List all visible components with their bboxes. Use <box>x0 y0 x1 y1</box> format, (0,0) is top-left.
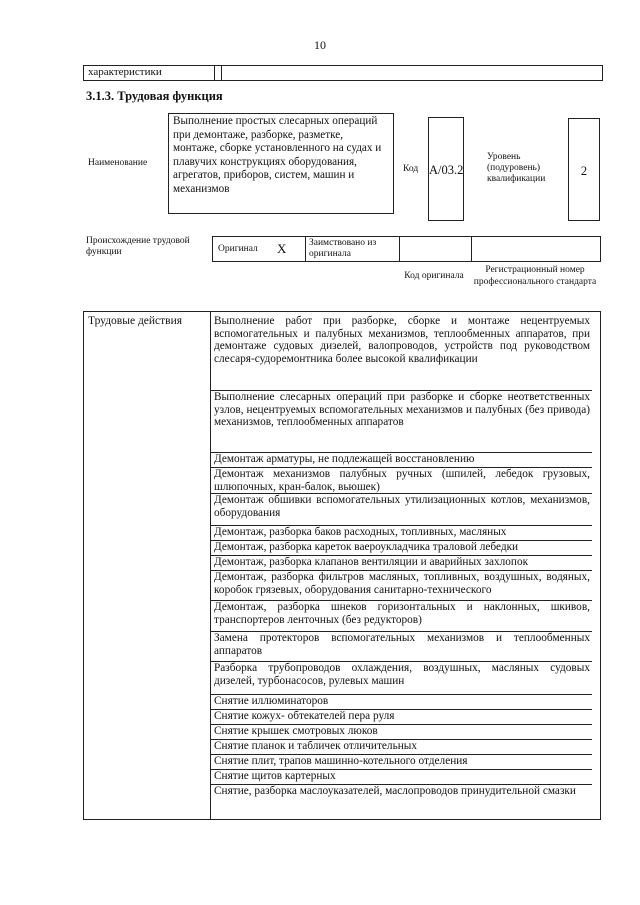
labor-actions-label: Трудовые действия <box>88 315 183 327</box>
action-row: Снятие щитов картерных <box>211 770 592 785</box>
action-row: Снятие крышек смотровых люков <box>211 725 592 740</box>
action-row: Снятие кожух- обтекателей пера руля <box>211 710 592 725</box>
section-title: 3.1.3. Трудовая функция <box>86 89 223 103</box>
page-number: 10 <box>314 38 326 52</box>
original-mark: X <box>277 241 287 256</box>
action-row: Выполнение работ при разборке, сборке и монтаже нецентруемых вспомогательных и палубных механизмов, теплообменных аппаратов, при демонтаже судовых дизелей, валопроводов, устройств под руководством слесаря-судоремонтника более высокой квалификации <box>211 315 592 391</box>
origin-label: Происхождение трудовой функции <box>86 236 190 257</box>
action-row: Снятие плит, трапов машинно-котельного отделения <box>211 755 592 770</box>
action-row: Снятие, разборка маслоуказателей, маслопроводов принудительной смазки <box>214 785 576 797</box>
action-row: Демонтаж, разборка клапанов вентиляции и аварийных захлопок <box>211 556 592 571</box>
action-row: Выполнение слесарных операций при разборке и сборке неответственных узлов, нецентруемых вспомогательных механизмов и палубных (без привода) механизмов, теплообменных аппаратов <box>211 391 592 453</box>
action-row: Демонтаж механизмов палубных ручных (шпилей, лебедок грузовых, шлюпочных, кран-балок, вьюшек) <box>211 468 592 494</box>
level-label: Уровень (подуровень) квалификации <box>487 152 546 184</box>
cell-divider <box>471 237 472 261</box>
action-row: Демонтаж арматуры, не подлежащей восстановлению <box>211 453 592 468</box>
cell-divider <box>214 66 215 80</box>
code-value: А/03.2 <box>429 163 464 177</box>
code-box <box>428 117 464 221</box>
origin-row <box>212 236 601 262</box>
code-label: Код <box>403 164 419 174</box>
cell-divider <box>221 66 222 80</box>
reg-number-label: Регистрационный номер профессионального стандарта <box>473 265 597 287</box>
action-row: Демонтаж, разборка фильтров масляных, топливных, воздушных, водяных, коробок грязевых, оборудования санитарно-технического <box>211 571 592 601</box>
level-box <box>568 118 600 221</box>
action-row: Замена протекторов вспомогательных механизмов и теплообменных аппаратов <box>211 632 592 662</box>
action-row: Демонтаж, разборка баков расходных, топливных, масляных <box>211 526 592 541</box>
cell-divider <box>305 237 306 261</box>
labor-actions-table <box>83 311 601 820</box>
top-table-row <box>83 65 603 81</box>
borrowed-label: Заимствовано из оригинала <box>309 238 377 259</box>
level-value: 2 <box>580 164 588 178</box>
action-row: Разборка трубопроводов охлаждения, воздушных, масляных судовых дизелей, турбонасосов, рулевых машин <box>211 662 592 695</box>
action-row: Снятие иллюминаторов <box>211 695 592 710</box>
function-name-box: Выполнение простых слесарных операций при демонтаже, разборке, разметке, монтаже, сборке установленного на судах и плавучих конструкциях оборудования, агрегатов, приборов, систем, машин и механизмов <box>168 113 394 214</box>
name-label: Наименование <box>88 158 148 168</box>
code-original-label: Код оригинала <box>404 271 464 281</box>
action-row: Демонтаж обшивки вспомогательных утилизационных котлов, механизмов, оборудования <box>211 494 592 526</box>
original-label: Оригинал <box>218 244 258 254</box>
action-row: Демонтаж, разборка шнеков горизонтальных и наклонных, шкивов, транспортеров ленточных (без редукторов) <box>211 601 592 632</box>
cell-divider <box>399 237 400 261</box>
characteristics-cell: характеристики <box>88 66 162 78</box>
action-row: Демонтаж, разборка кареток ваероукладчика траловой лебедки <box>211 541 592 556</box>
action-row: Снятие планок и табличек отличительных <box>211 740 592 755</box>
